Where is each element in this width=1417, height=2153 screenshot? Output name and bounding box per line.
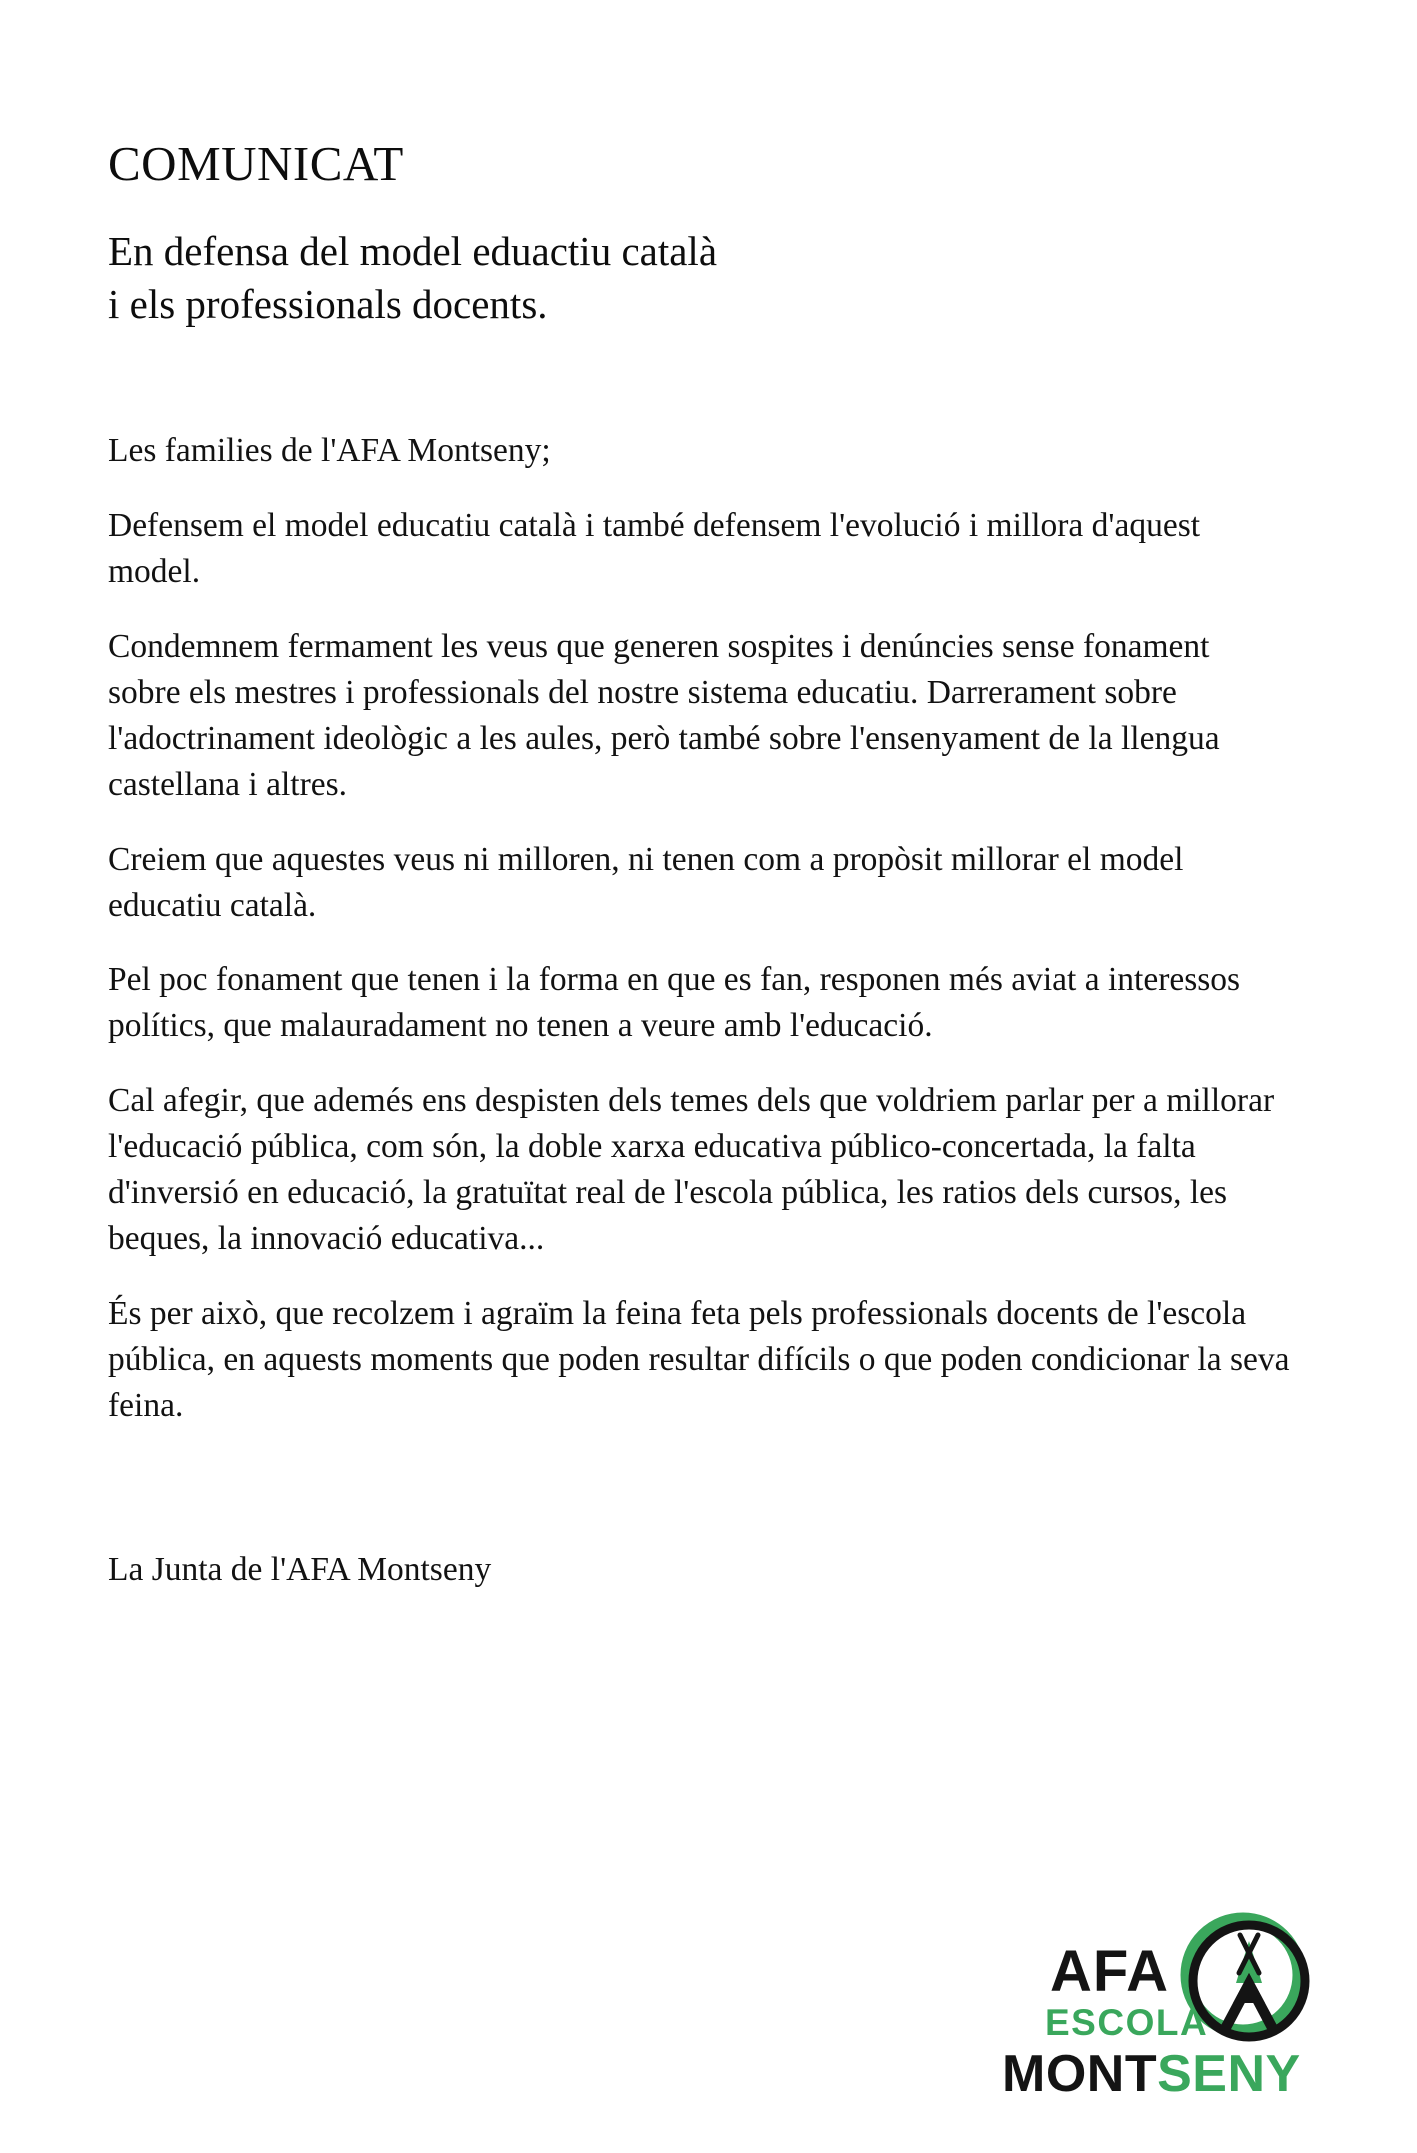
tipi-in-circle-icon (1177, 1911, 1317, 2051)
paragraph-condemnem: Condemnem fermament les veus que generen sospites i denúncies sense fonament sobre els mestres i professionals del nostre sistema educatiu. Darrerament sobre l'adoctrinament ideològic a les aules, però també sobre l'ensenyament de la llengua castellana i altres. (108, 628, 1220, 803)
document-body (108, 330, 1308, 1428)
paragraph-pel-poc-fonament: Pel poc fonament que tenen i la forma en que es fan, responen més aviat a interessos polítics, que malauradament no tenen a veure amb l'educació. (108, 961, 1241, 1045)
signature: La Junta de l'AFA Montseny (108, 1551, 492, 1589)
paragraph-defensem: Defensem el model educatiu català i també defensem l'evolució i millora d'aquest model. (108, 507, 1201, 591)
logo-text-escola: ESCOLA (1045, 2002, 1209, 2043)
paragraph-creiem: Creiem que aquestes veus ni milloren, ni tenen com a propòsit millorar el model educatiu català. (108, 840, 1184, 924)
logo-text-afa: AFA (1050, 1939, 1169, 2004)
page-title: COMUNICAT (108, 136, 404, 191)
document-subtitle (108, 189, 1108, 330)
document-content (108, 0, 1308, 1593)
logo-text-montseny (1002, 2045, 1301, 2103)
paragraph-es-per-aixo: És per això, que recolzem i agraïm la feina feta pels professionals docents de l'escola pública, en aquests moments que poden resultar difícils o que poden condicionar la seva feina. (108, 1294, 1290, 1424)
paragraph-cal-afegir: Cal afegir, que ademés ens despisten dels temes dels que voldriem parlar per a millorar l'educació pública, com són, la doble xarxa educativa público-concertada, la falta d'inversió en educació, la gratuïtat real de l'escola pública, les ratios dels cursos, les beques, la innovació educativa... (108, 1082, 1275, 1257)
logo-text-mont: MONT (1002, 2045, 1158, 2103)
paragraph-salutation: Les families de l'AFA Montseny; (108, 432, 551, 470)
subtitle-line-2: i els professionals docents. (108, 280, 548, 327)
afa-escola-montseny-logo (1000, 1905, 1330, 2110)
subtitle-line-1: En defensa del model eduactiu català (108, 228, 718, 275)
logo-text-seny: SENY (1157, 2045, 1301, 2103)
